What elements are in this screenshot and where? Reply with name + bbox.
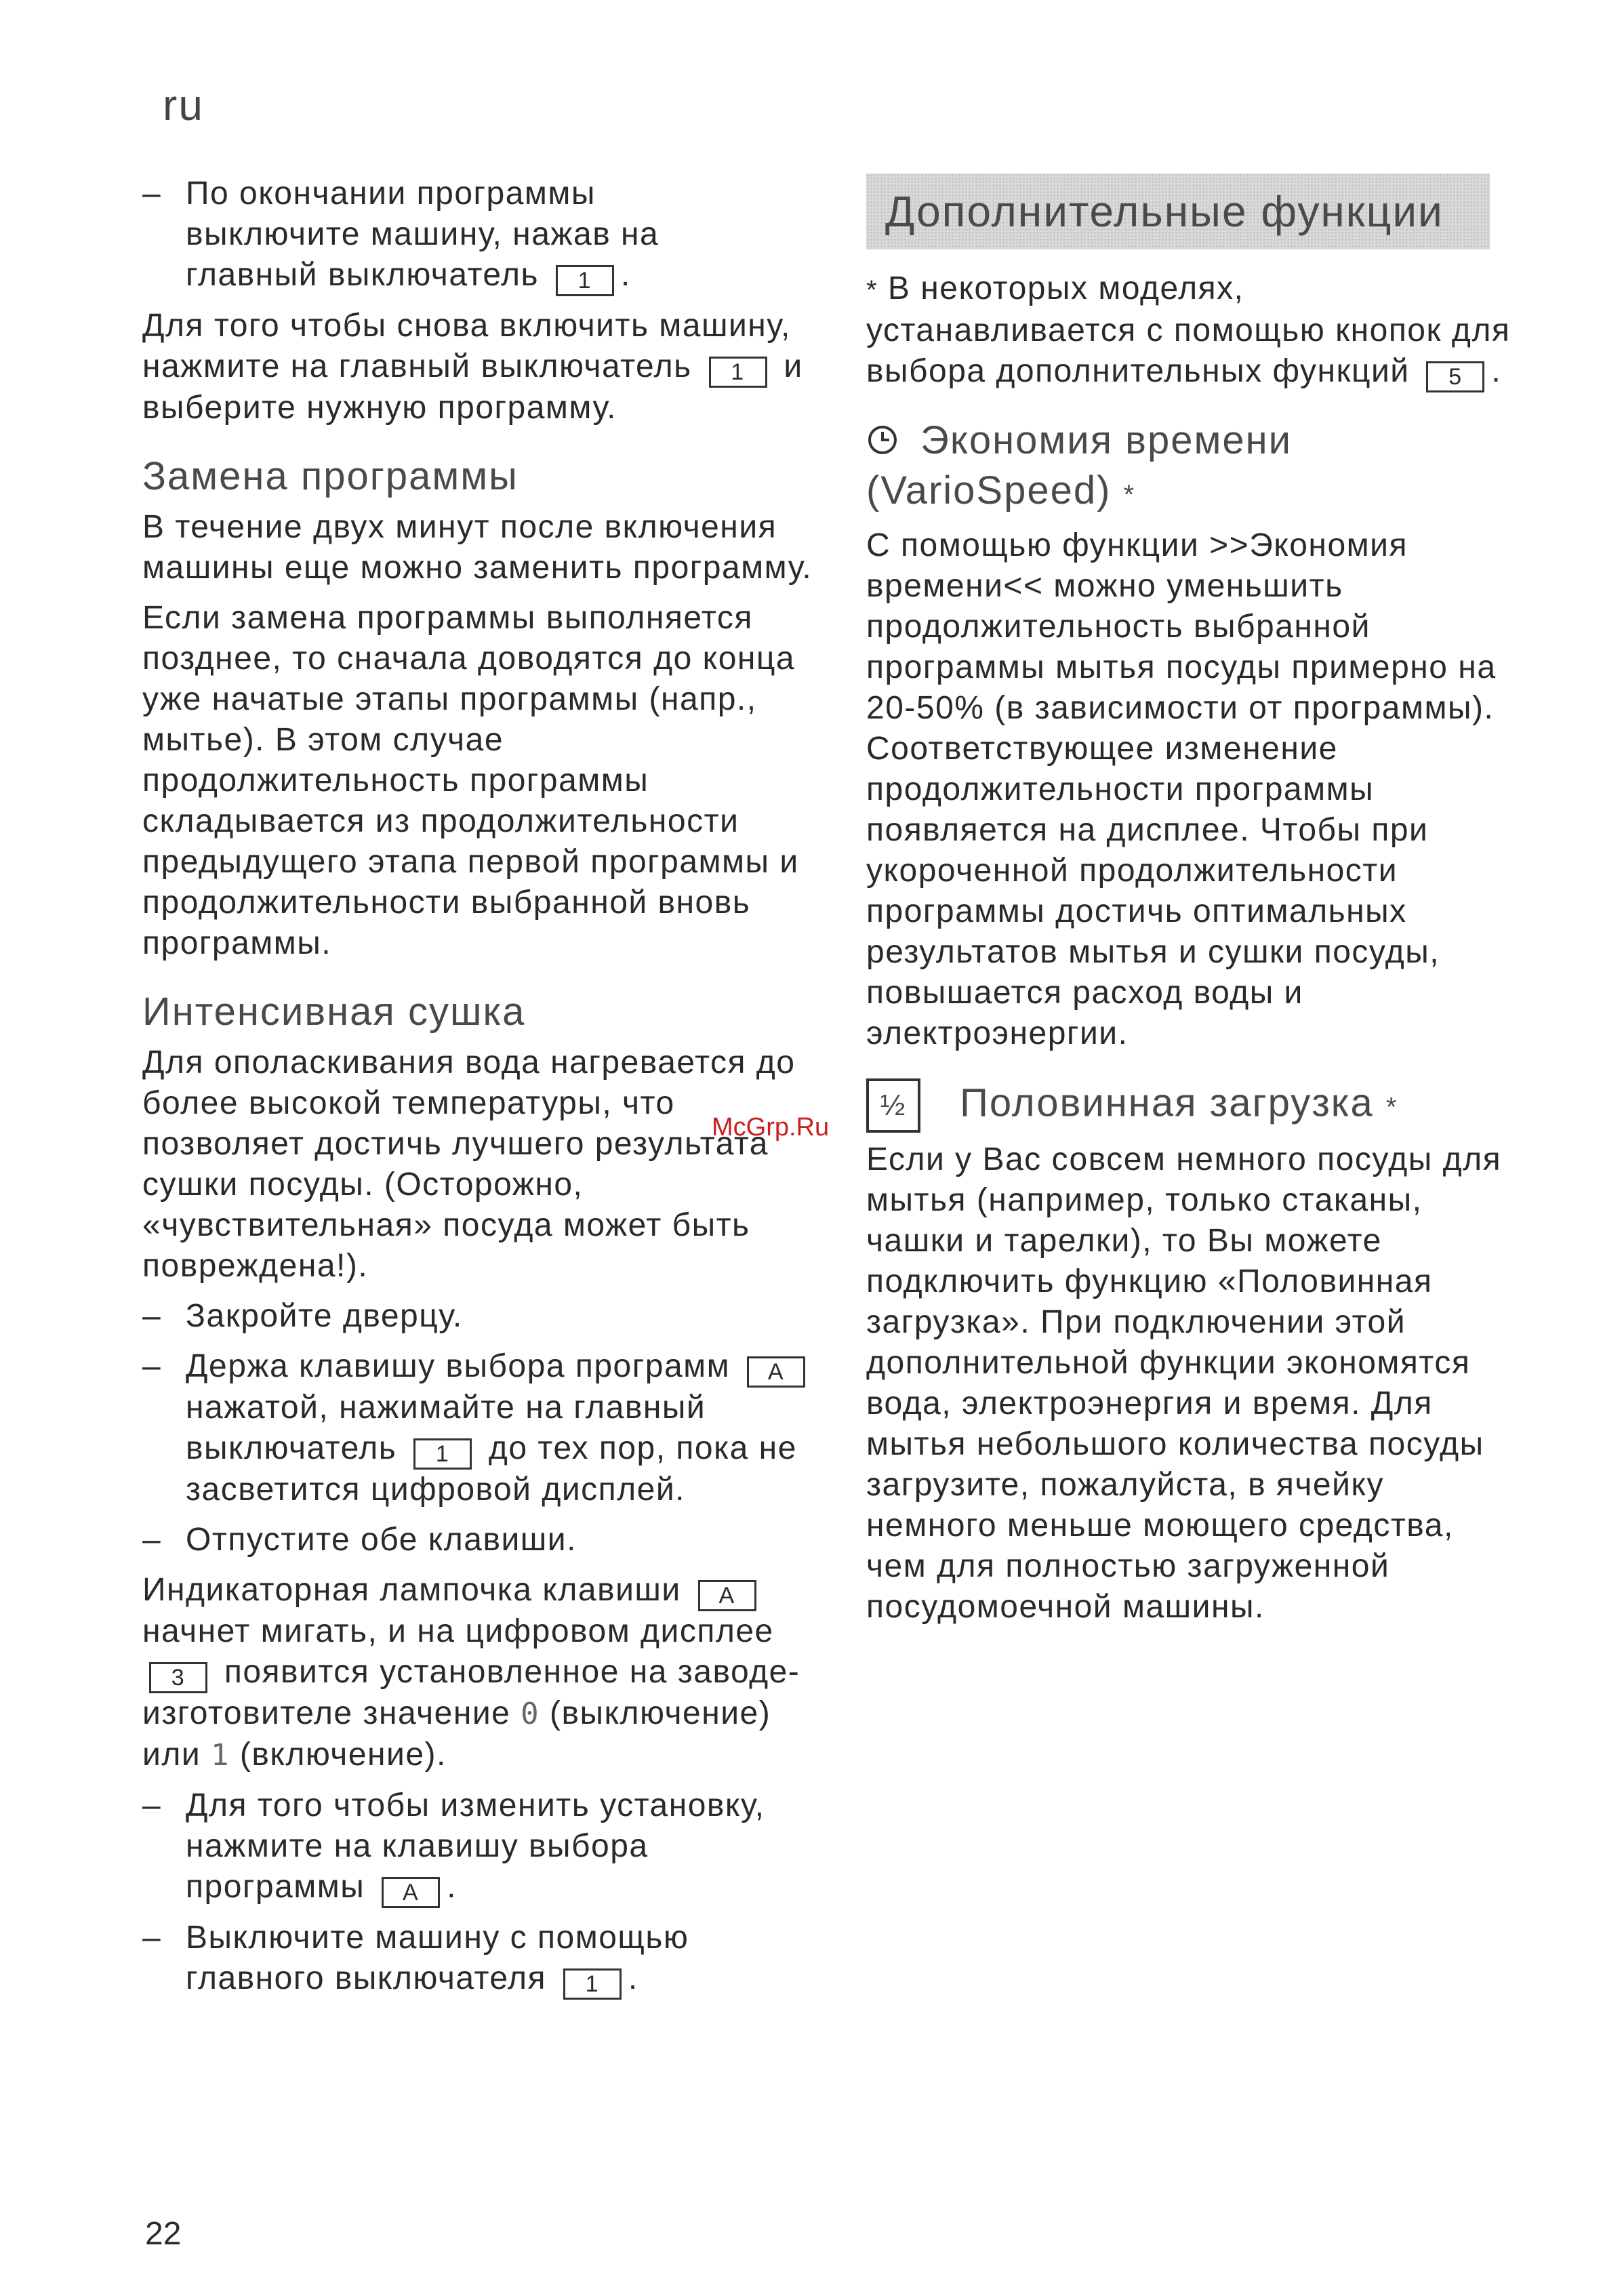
left-column [142,174,813,2009]
asterisk-marker: * [1385,1092,1398,1122]
heading-extra-functions: Дополнительные функции [885,187,1444,236]
paragraph-indicator: Индикаторная лампочка клавиши A начнет мигать, и на цифровом дисплее 3 появится установленное на заводе-изготовителе значение 0 (выключение) или 1 (включение). [142,1570,813,1776]
dash-marker: – [142,1298,162,1334]
half-load-icon: ½ [866,1078,920,1133]
main-switch-key: 1 [709,357,767,388]
heading-half-load: ½ Половинная загрузка * [866,1078,1524,1133]
paragraph-switch-on: Для того чтобы снова включить машину, нажмите на главный выключатель 1 и выберите нужную программу. [142,308,803,426]
asterisk-marker: * [866,275,878,305]
program-select-key: A [382,1877,440,1908]
program-select-key: A [747,1356,805,1388]
step-change-setting: – Для того чтобы изменить установку, нажмите на клавишу выбора программы A . [142,1785,813,1908]
heading-variospeed: Экономия времени (VarioSpeed) * [866,418,1293,512]
step-release-keys: – Отпустите обе клавиши. [142,1520,813,1560]
language-code: ru [163,81,204,129]
heading-program-change: Замена программы [142,454,519,498]
step-hold-key: – Держа клавишу выбора программ A нажатой, нажимайте на главный выключатель 1 до тех пор, пока не засветится цифровой дисплей. [142,1346,813,1510]
right-column [866,174,1524,1637]
page-number: 22 [145,2216,182,2252]
dash-marker: – [142,176,162,211]
paragraph-intensive-dry: Для ополаскивания вода нагревается до более высокой температуры, что позволяет достичь лучшего результата сушки посуды. (Осторожно, «чувствительная» посуда может быть повреждена!). [142,1045,796,1284]
program-select-key: A [698,1580,756,1611]
dash-marker: – [142,1348,162,1384]
paragraph-variospeed: С помощью функции >>Экономия времени<< можно уменьшить продолжительность выбранной программы мытья посуды примерно на 20-50% (в зависимости от программы). Соответствующее изменение продолжительности программы появляется на дисплее. Чтобы при укороченной продолжительности программы достичь оптимальных результатов мытья и сушки посуды, повышается расход воды и электроэнергии. [866,527,1497,1051]
main-switch-key: 1 [556,265,614,296]
dash-marker: – [142,1920,162,1956]
display-key: 3 [149,1662,207,1693]
main-switch-key: 1 [413,1438,472,1470]
extra-function-key: 5 [1426,361,1484,392]
display-digit-one: 1 [210,1738,230,1773]
asterisk-marker: * [1123,479,1136,510]
clock-icon [866,420,899,467]
heading-intensive-dry: Интенсивная сушка [142,990,526,1034]
step-close-door: – Закройте дверцу. [142,1296,813,1337]
dash-marker: – [142,1787,162,1823]
step-switch-off: – По окончании программы выключите машину, нажав на главный выключатель 1 . [142,174,813,296]
step-switch-off-final: – Выключите машину с помощью главного выключателя 1 . [142,1918,813,2000]
paragraph-models-note: * В некоторых моделях, устанавливается с помощью кнопок для выбора дополнительных функций 5 . [866,268,1524,392]
paragraph-half-load: Если у Вас совсем немного посуды для мытья (например, только стаканы, чашки и тарелки), то Вы можете подключить функцию «Половинная загрузка». При подключении этой дополнительной функции экономятся вода, электроэнергия и время. Для мытья небольшого количества посуды загрузите, пожалуйста, в ячейку немного меньше моющего средства, чем для полностью загруженной посудомоечной машины. [866,1141,1502,1625]
paragraph-change-later: Если замена программы выполняется позднее, то сначала доводятся до конца уже начатые этапы программы (напр., мытье). В этом случае продолжительность программы складывается из продолжительности предыдущего этапа первой программы и продолжительности выбранной вновь программы. [142,600,799,961]
main-switch-key: 1 [563,1968,622,2000]
display-digit-zero: 0 [521,1697,540,1731]
paragraph-change-window: В течение двух минут после включения машины еще можно заменить программу. [142,509,813,586]
section-banner [866,174,1490,249]
watermark: McGrp.Ru [712,1113,830,1142]
dash-marker: – [142,1522,162,1558]
